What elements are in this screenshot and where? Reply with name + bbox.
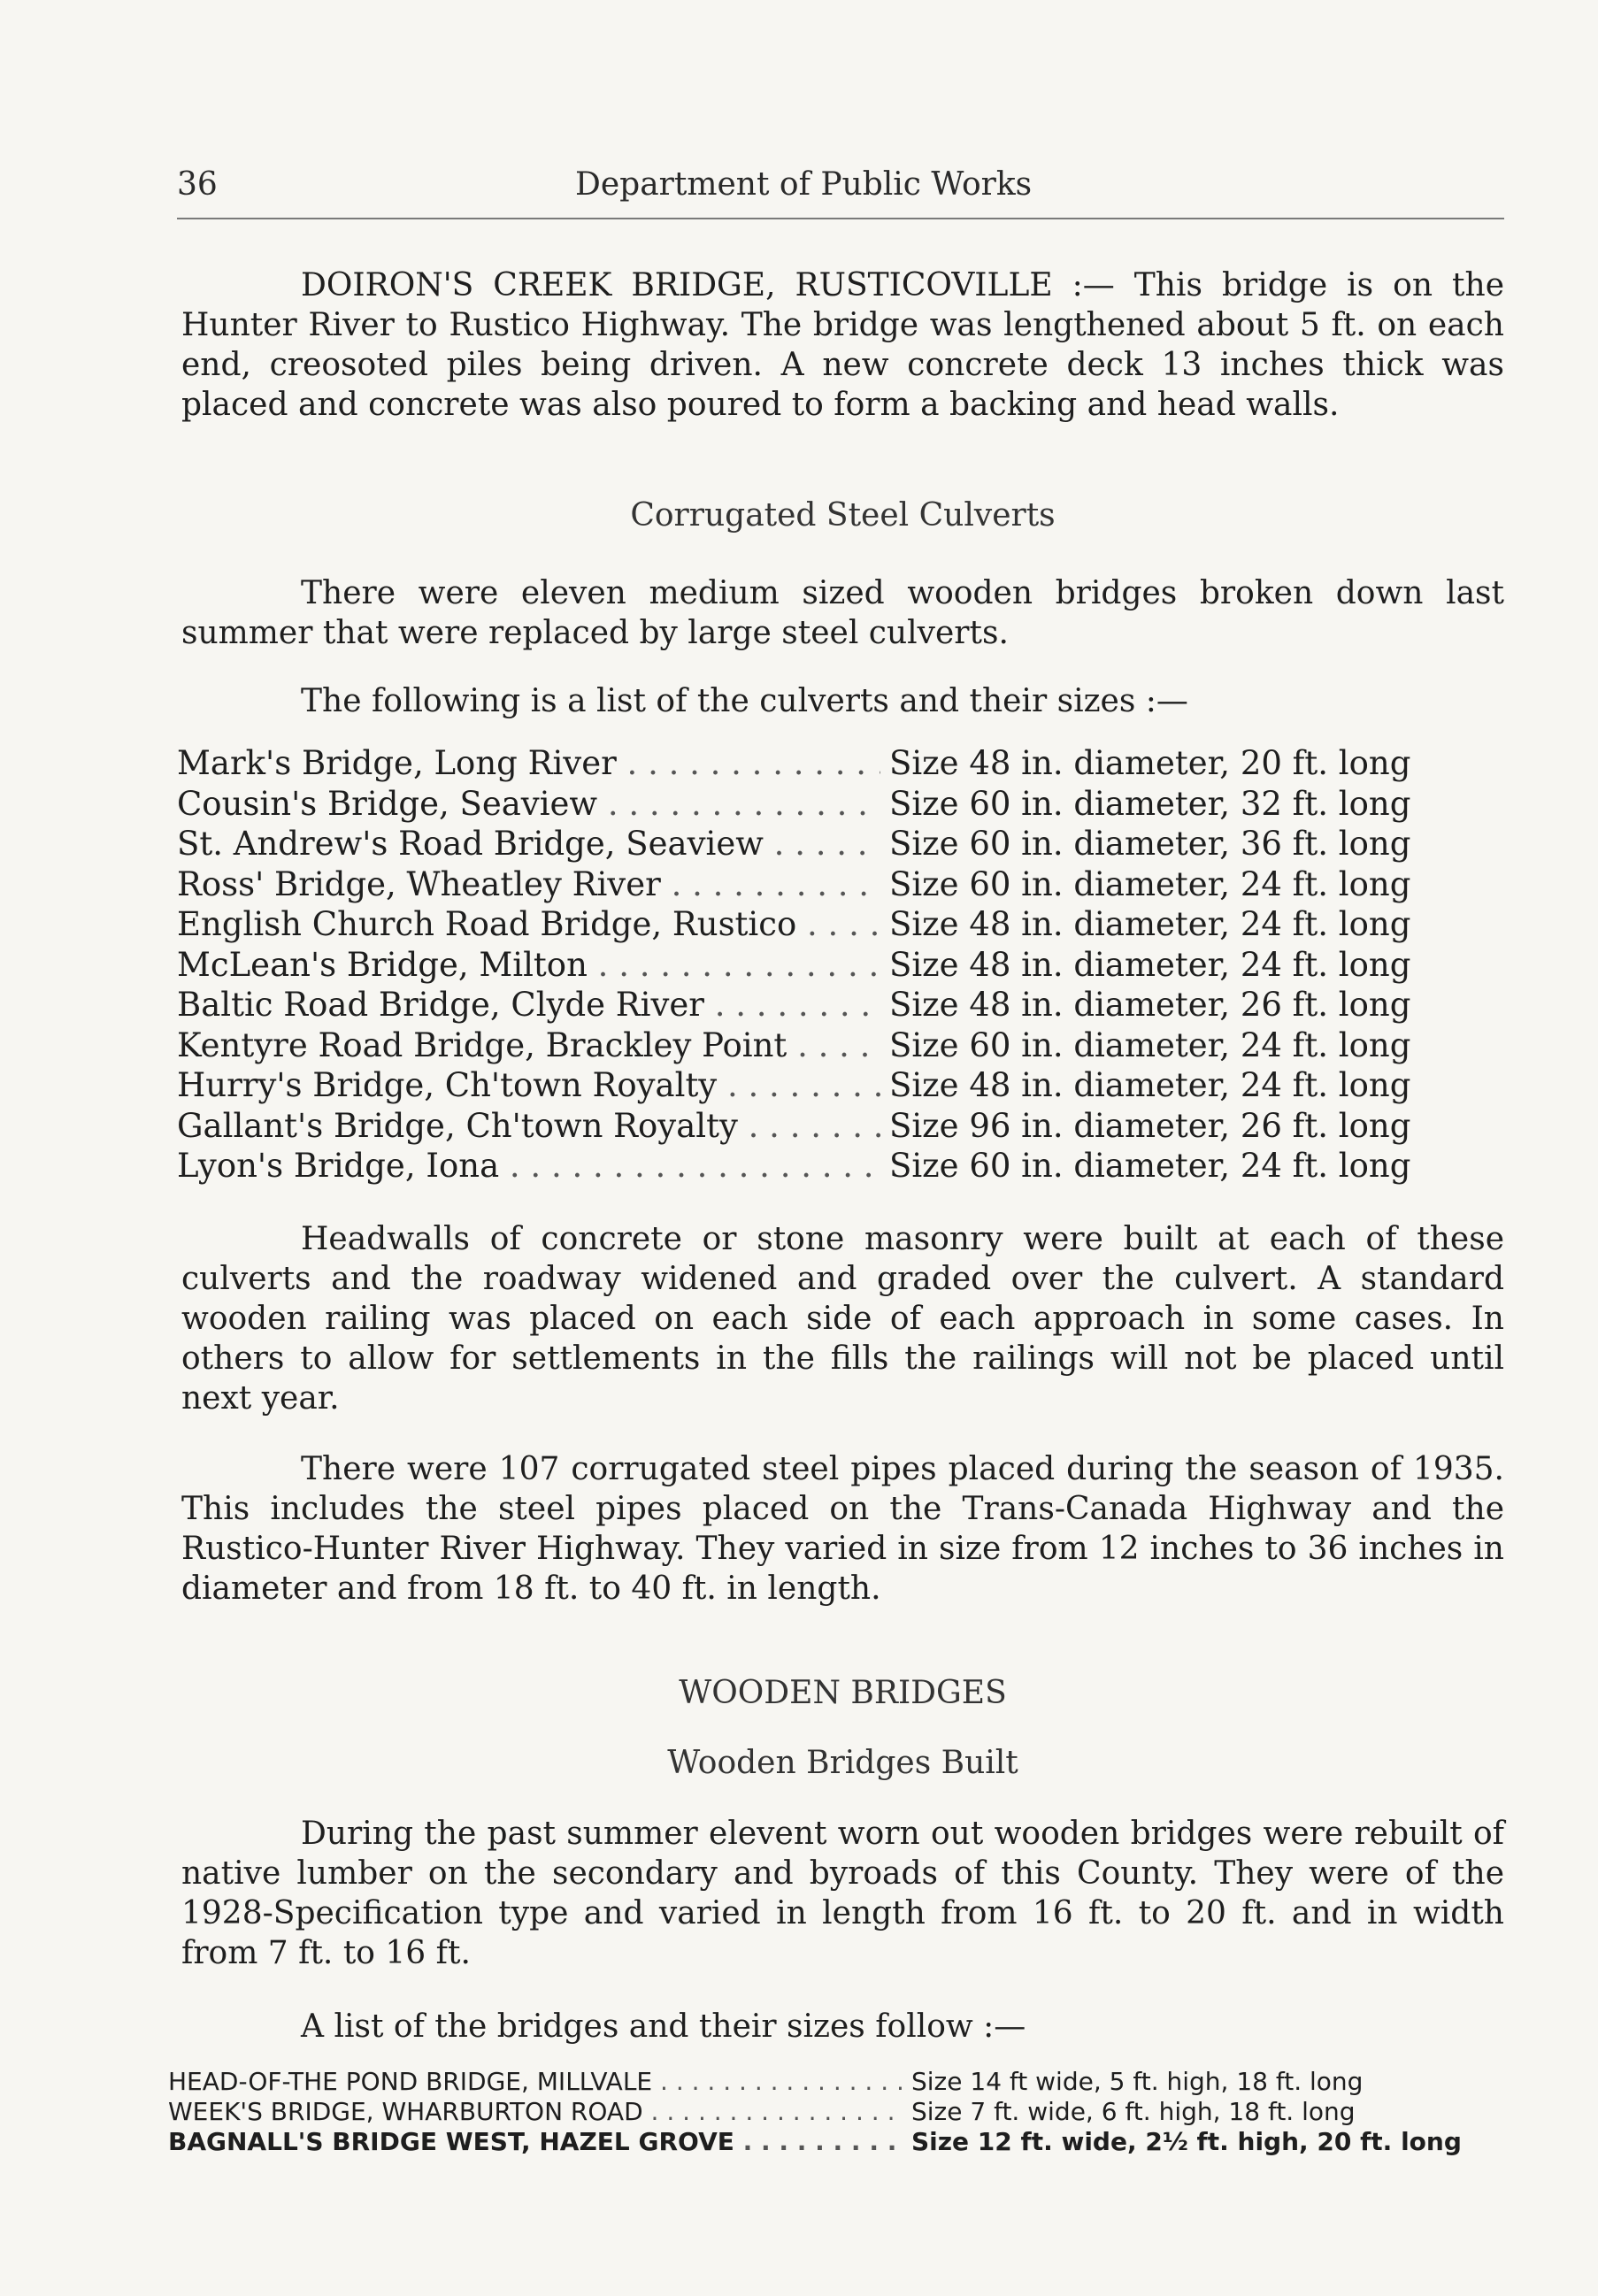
bridge-name: WEEK'S BRIDGE, WHARBURTON ROAD . . . — [168, 2097, 903, 2127]
culvert-name: St. Andrew's Road Bridge, Seaview . . . — [177, 824, 880, 864]
list-item — [177, 743, 1506, 784]
culvert-name: Hurry's Bridge, Ch'town Royalty . . . — [177, 1065, 880, 1106]
culvert-size: Size 60 in. diameter, 36 ft. long — [889, 824, 1506, 864]
wooden-bridge-list — [168, 2067, 1504, 2157]
culvert-name: Ross' Bridge, Wheatley River . . . — [177, 864, 880, 905]
bridge-name: HEAD-OF-THE POND BRIDGE, MILLVALE . . . — [168, 2067, 903, 2097]
page-number: 36 — [177, 166, 218, 203]
culverts-intro: There were eleven medium sized wooden bridges broken down last summer that were replaced by large steel culverts. — [181, 575, 1504, 651]
bridge-size: Size 14 ft wide, 5 ft. high, 18 ft. long — [911, 2067, 1504, 2097]
culvert-name: Kentyre Road Bridge, Brackley Point . . . — [177, 1025, 880, 1066]
list-item — [168, 2097, 1504, 2127]
culvert-name: Gallant's Bridge, Ch'town Royalty . . . — [177, 1106, 880, 1147]
list-item — [177, 824, 1506, 864]
bridge-name: BAGNALL'S BRIDGE WEST, HAZEL GROVE . . . — [168, 2127, 903, 2157]
culvert-list — [177, 743, 1506, 1186]
bridge-size: Size 7 ft. wide, 6 ft. high, 18 ft. long — [911, 2097, 1504, 2127]
culvert-size: Size 48 in. diameter, 20 ft. long — [889, 743, 1506, 784]
list-item — [177, 904, 1506, 945]
list-item — [177, 985, 1506, 1025]
culverts-list-intro: The following is a list of the culverts and their sizes :— — [301, 683, 1188, 719]
bridge-size: Size 12 ft. wide, 2½ ft. high, 20 ft. long — [911, 2127, 1504, 2157]
pipes-paragraph: There were 107 corrugated steel pipes placed during the season of 1935. This includes the steel pipes placed on the Trans-Canada Highway and the Rustico-Hunter River Highway. They varied in size from 12 inches to 36 inches in diameter and from 18 ft. to 40 ft. in length. — [181, 1451, 1504, 1607]
culvert-name: Baltic Road Bridge, Clyde River . . . — [177, 985, 880, 1025]
culvert-name: Lyon's Bridge, Iona . . . — [177, 1146, 880, 1186]
culvert-name: McLean's Bridge, Milton . . . — [177, 945, 880, 986]
culvert-size: Size 48 in. diameter, 24 ft. long — [889, 904, 1506, 945]
culvert-size: Size 48 in. diameter, 24 ft. long — [889, 1065, 1506, 1106]
wooden-bridges-subheading: Wooden Bridges Built — [667, 1745, 1018, 1781]
culvert-size: Size 48 in. diameter, 24 ft. long — [889, 945, 1506, 986]
running-title: Department of Public Works — [575, 166, 1033, 203]
culvert-size: Size 60 in. diameter, 24 ft. long — [889, 1146, 1506, 1186]
culvert-size: Size 48 in. diameter, 26 ft. long — [889, 985, 1506, 1025]
headwalls-paragraph: Headwalls of concrete or stone masonry were built at each of these culverts and the roadway widened and graded over the culvert. A standard wooden railing was placed on each side of each approach in some cases. In others to allow for settlements in the fills the railings will not be placed until next year. — [181, 1221, 1504, 1417]
wooden-bridges-heading: WOODEN BRIDGES — [679, 1675, 1007, 1711]
list-item — [168, 2127, 1504, 2157]
doiron-paragraph: DOIRON'S CREEK BRIDGE, RUSTICOVILLE :— This bridge is on the Hunter River to Rustico Highway. The bridge was lengthened about 5 ft. on each end, creosoted piles being driven. A new concrete deck 13 inches thick was placed and concrete was also poured to form a backing and head walls. — [181, 267, 1504, 423]
list-item — [177, 1065, 1506, 1106]
culvert-size: Size 96 in. diameter, 26 ft. long — [889, 1106, 1506, 1147]
culverts-heading: Corrugated Steel Culverts — [630, 497, 1056, 534]
list-item — [177, 864, 1506, 905]
list-item — [177, 1106, 1506, 1147]
culvert-size: Size 60 in. diameter, 32 ft. long — [889, 784, 1506, 825]
list-item — [177, 784, 1506, 825]
list-item — [177, 1146, 1506, 1186]
culvert-name: Mark's Bridge, Long River . . . — [177, 743, 880, 784]
wooden-list-intro: A list of the bridges and their sizes follow :— — [301, 2008, 1026, 2045]
culvert-name: English Church Road Bridge, Rustico . . . — [177, 904, 880, 945]
culvert-size: Size 60 in. diameter, 24 ft. long — [889, 1025, 1506, 1066]
list-item — [168, 2067, 1504, 2097]
culvert-size: Size 60 in. diameter, 24 ft. long — [889, 864, 1506, 905]
culvert-name: Cousin's Bridge, Seaview . . . — [177, 784, 880, 825]
wooden-intro: During the past summer elevent worn out wooden bridges were rebuilt of native lumber on the secondary and byroads of this County. They were of the 1928-Specification type and varied in length from 16 ft. to 20 ft. and in width from 7 ft. to 16 ft. — [181, 1816, 1504, 1971]
page-header — [177, 166, 1504, 211]
list-item — [177, 1025, 1506, 1066]
list-item — [177, 945, 1506, 986]
header-rule — [177, 218, 1504, 219]
